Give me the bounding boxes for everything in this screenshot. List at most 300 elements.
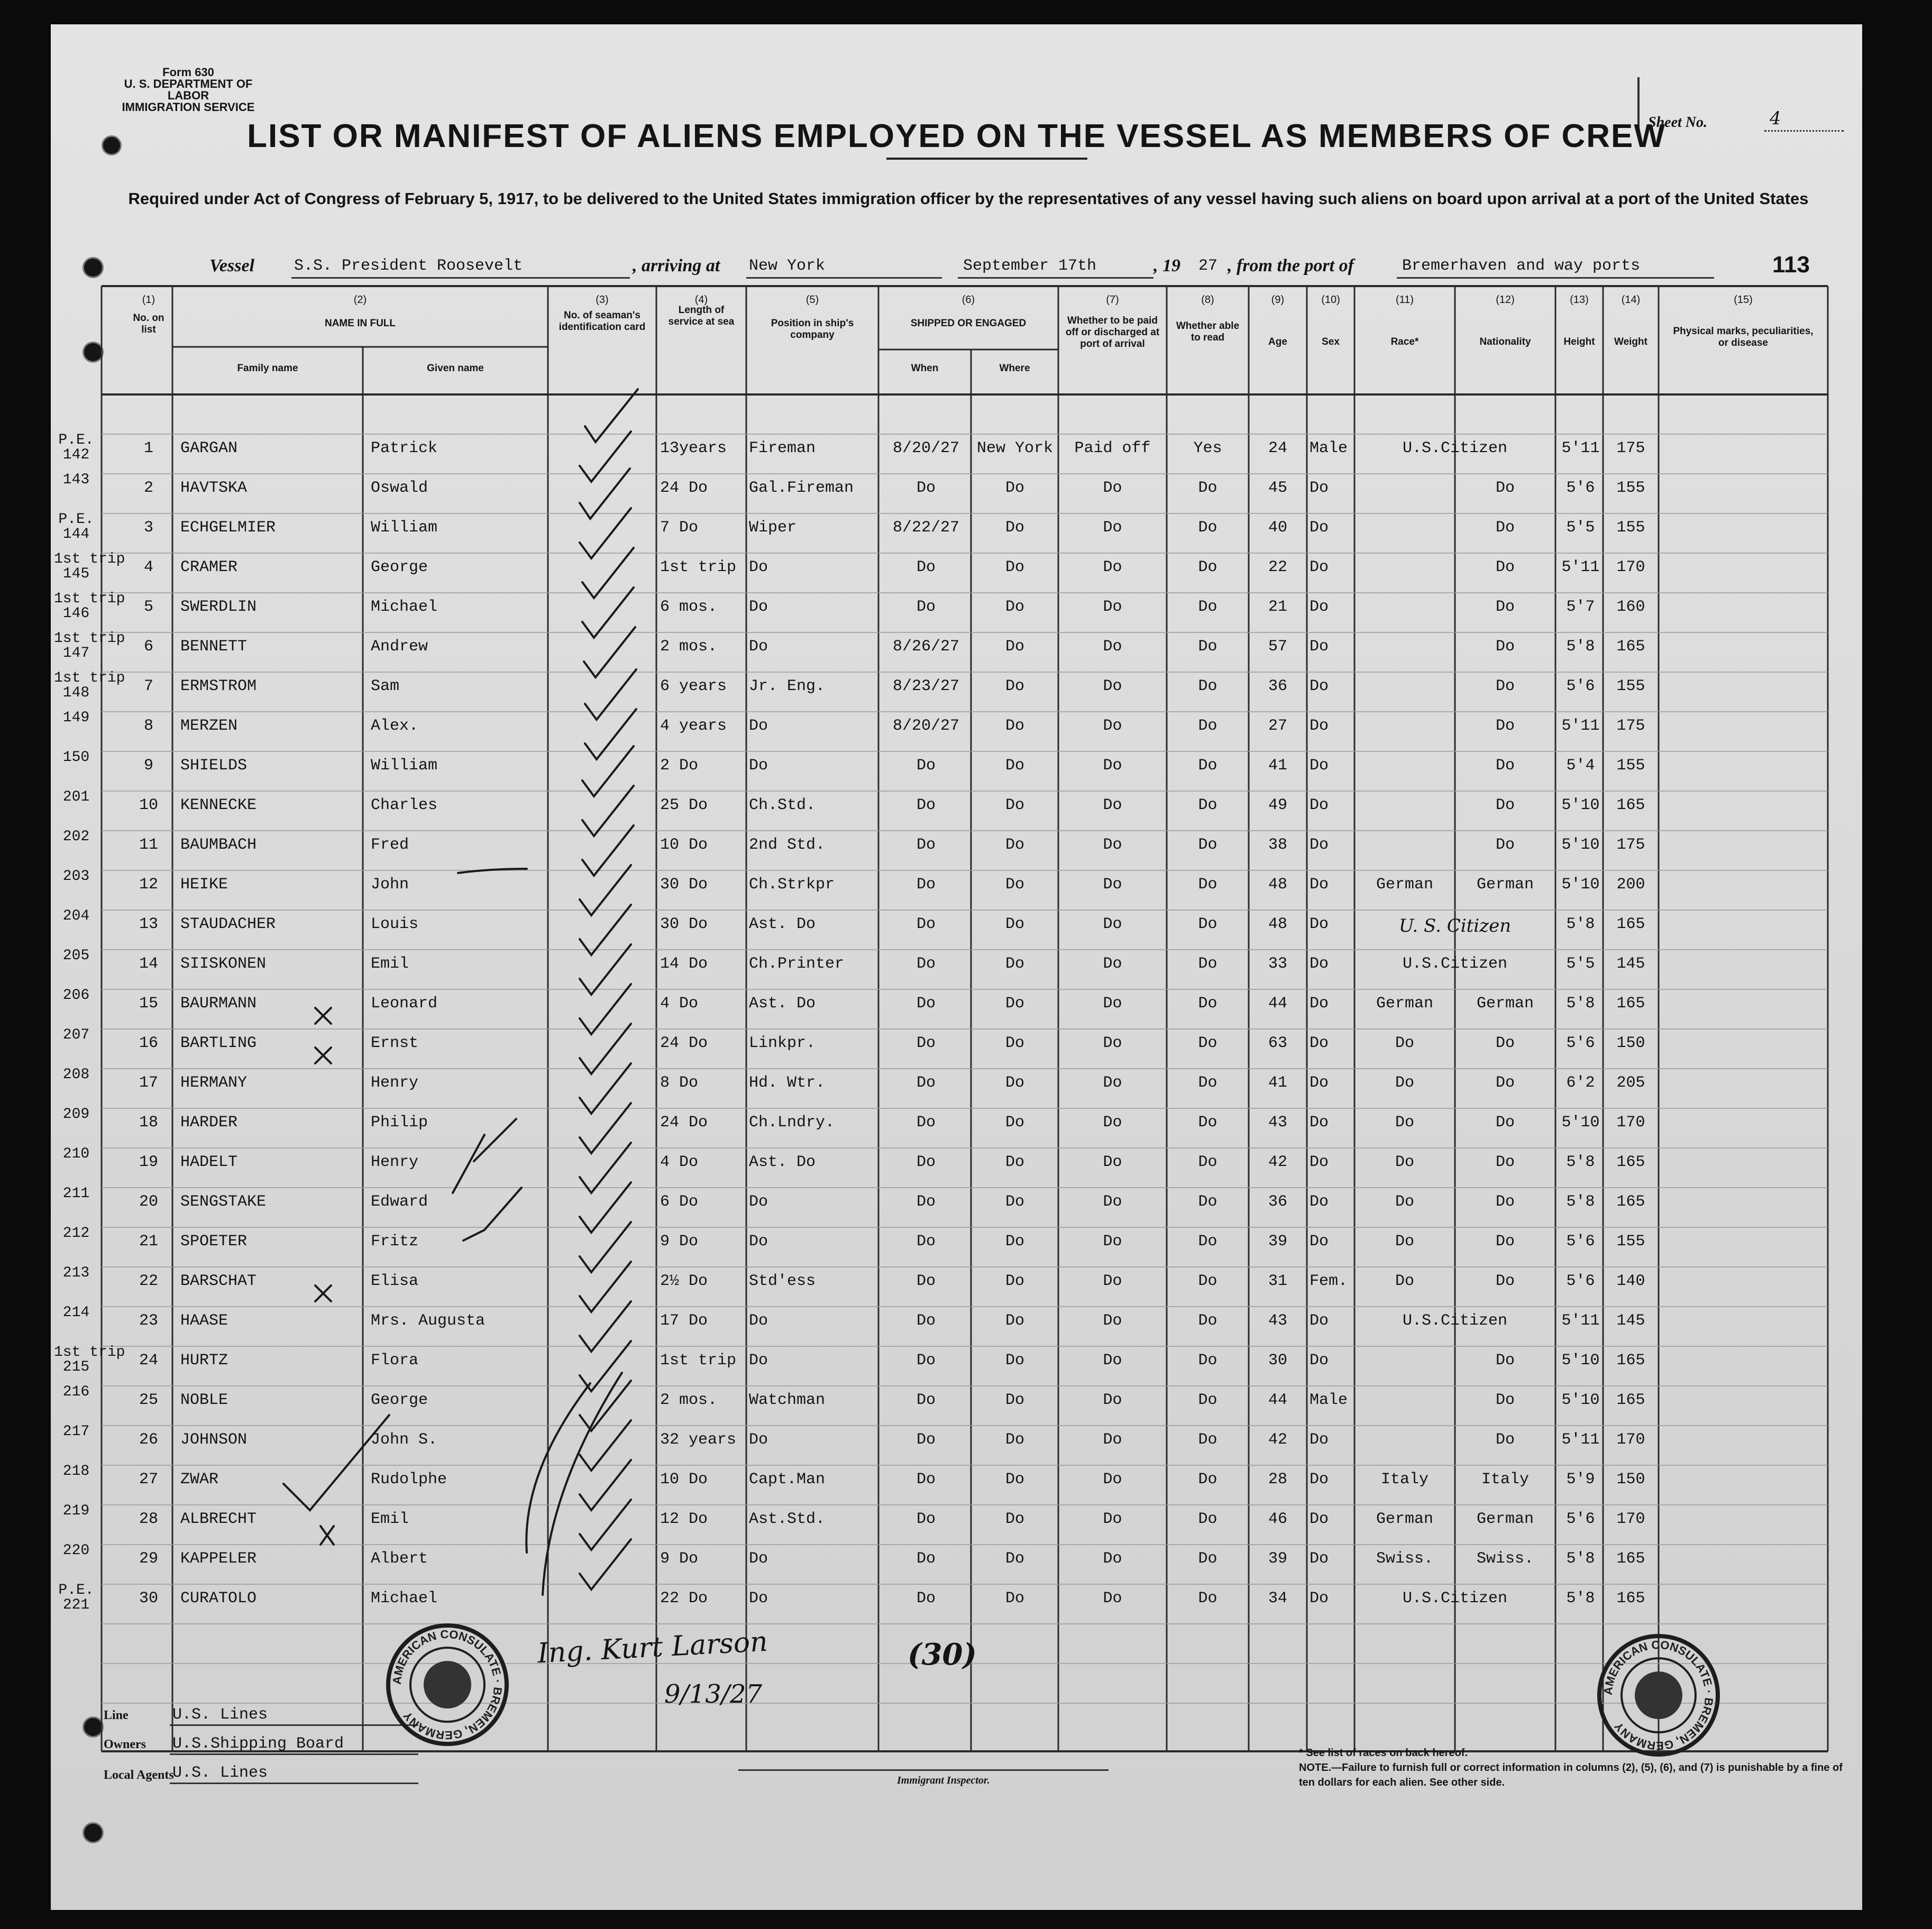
shipped-when: 8/20/27 (892, 439, 960, 457)
race: Do (1395, 1272, 1414, 1290)
length-of-service: 32 years (660, 1431, 737, 1449)
shipped-where: Do (1005, 1114, 1024, 1132)
manifest-sheet (51, 24, 1862, 1910)
length-of-service: 6 mos. (660, 598, 718, 616)
permit-number: 1st trip 145 (54, 551, 125, 582)
nationality: German (1476, 1510, 1534, 1528)
permit-number: 212 (62, 1225, 90, 1242)
sex: Do (1310, 1153, 1329, 1171)
line-label: Line (104, 1708, 129, 1722)
position: Ch.Lndry. (749, 1114, 835, 1132)
shipped-where: Do (1005, 1193, 1024, 1211)
permit-number: 219 (62, 1503, 90, 1519)
given-name: Mrs. Augusta (371, 1312, 486, 1330)
shipped-where: Do (1005, 757, 1024, 775)
height: 5'8 (1566, 915, 1595, 933)
length-of-service: 25 Do (660, 796, 708, 814)
age: 45 (1268, 479, 1287, 497)
paid-off: Do (1103, 955, 1122, 973)
length-of-service: 10 Do (660, 836, 708, 854)
column-number: (3) (596, 294, 609, 306)
permit-number: 1st trip 146 (54, 591, 125, 622)
given-name: Leonard (371, 995, 438, 1013)
position: Fireman (749, 439, 816, 457)
row-number: 16 (139, 1034, 158, 1052)
shipped-when: Do (916, 1272, 936, 1290)
paid-off: Do (1103, 479, 1122, 497)
given-name: William (371, 757, 438, 775)
column-number: (8) (1201, 294, 1214, 306)
header-family-name: Family name (237, 363, 298, 374)
family-name: STAUDACHER (180, 915, 276, 933)
position: Hd. Wtr. (749, 1074, 826, 1092)
given-name: George (371, 1391, 428, 1409)
row-number: 27 (139, 1471, 158, 1489)
row-number: 9 (143, 757, 153, 775)
age: 48 (1268, 876, 1287, 894)
age: 57 (1268, 638, 1287, 656)
length-of-service: 1st trip (660, 558, 737, 576)
weight: 155 (1616, 677, 1645, 695)
nationality: German (1476, 995, 1534, 1013)
permit-number: 149 (62, 710, 90, 726)
sex: Do (1310, 598, 1329, 616)
header-age: Age (1268, 336, 1287, 347)
position: Gal.Fireman (749, 479, 854, 497)
able-to-read: Do (1198, 1471, 1217, 1489)
owners-value: U.S.Shipping Board (172, 1735, 344, 1753)
given-name: Edward (371, 1193, 428, 1211)
position: Do (749, 1233, 768, 1251)
nationality: Do (1495, 1153, 1515, 1171)
punch-hole (83, 1822, 104, 1843)
paid-off: Do (1103, 757, 1122, 775)
paid-off: Do (1103, 638, 1122, 656)
penalty-note: NOTE.—Failure to furnish full or correct information in columns (2), (5), (6), and (7) is punishable by a fine of ten dollars for each alien. See other side. (1299, 1762, 1843, 1788)
weight: 165 (1616, 1590, 1645, 1608)
permit-number: 208 (62, 1067, 90, 1083)
shipped-where: Do (1005, 638, 1024, 656)
paid-off: Do (1103, 1431, 1122, 1449)
able-to-read: Do (1198, 1153, 1217, 1171)
family-name: CRAMER (180, 558, 238, 576)
permit-number: 204 (62, 908, 90, 924)
paid-off: Do (1103, 1550, 1122, 1568)
able-to-read: Do (1198, 876, 1217, 894)
shipped-when: Do (916, 1550, 936, 1568)
nationality: Do (1495, 1391, 1515, 1409)
given-name: Henry (371, 1153, 419, 1171)
position: Do (749, 1312, 768, 1330)
height: 5'10 (1561, 1352, 1600, 1370)
position: Capt.Man (749, 1471, 826, 1489)
permit-number: 216 (62, 1384, 90, 1400)
row-number: 3 (143, 519, 153, 537)
paid-off: Do (1103, 1590, 1122, 1608)
shipped-when: Do (916, 1510, 936, 1528)
family-name: HAVTSKA (180, 479, 248, 497)
permit-number: P.E. 221 (58, 1582, 94, 1613)
shipped-where: Do (1005, 1471, 1024, 1489)
arriving-label: , arriving at (633, 256, 720, 275)
nationality: Do (1495, 1431, 1515, 1449)
weight: 150 (1616, 1471, 1645, 1489)
shipped-when: Do (916, 1312, 936, 1330)
header-id-card: No. of seaman's identification card (558, 310, 646, 333)
weight: 155 (1616, 519, 1645, 537)
age: 44 (1268, 1391, 1287, 1409)
position: Do (749, 598, 768, 616)
race: German (1376, 876, 1434, 894)
length-of-service: 14 Do (660, 955, 708, 973)
permit-number: 1st trip 215 (54, 1344, 125, 1375)
family-name: BARTLING (180, 1034, 257, 1052)
department-name: U. S. DEPARTMENT OF LABOR (124, 77, 253, 102)
paid-off: Do (1103, 995, 1122, 1013)
race: German (1376, 1510, 1434, 1528)
given-name: Emil (371, 955, 409, 973)
shipped-where: Do (1005, 1550, 1024, 1568)
position: Ast. Do (749, 915, 816, 933)
family-name: SENGSTAKE (180, 1193, 267, 1211)
weight: 165 (1616, 1193, 1645, 1211)
page-title: LIST OR MANIFEST OF ALIENS EMPLOYED ON THE VESSEL AS MEMBERS OF CREW (247, 118, 1666, 154)
position: Ch.Printer (749, 955, 845, 973)
age: 24 (1268, 439, 1287, 457)
shipped-where: Do (1005, 1510, 1024, 1528)
family-name: HARDER (180, 1114, 238, 1132)
weight: 175 (1616, 439, 1645, 457)
race: German (1376, 995, 1434, 1013)
service-name: IMMIGRATION SERVICE (122, 100, 255, 114)
position: Do (749, 1550, 768, 1568)
age: 36 (1268, 677, 1287, 695)
given-name: Flora (371, 1352, 419, 1370)
permit-number: 220 (62, 1542, 90, 1559)
nationality: Do (1495, 1114, 1515, 1132)
family-name: BAURMANN (180, 995, 257, 1013)
paid-off: Do (1103, 558, 1122, 576)
able-to-read: Do (1198, 1114, 1217, 1132)
able-to-read: Do (1198, 1034, 1217, 1052)
row-number: 4 (143, 558, 153, 576)
given-name: John S. (371, 1431, 438, 1449)
row-number: 8 (143, 717, 153, 735)
able-to-read: Do (1198, 1590, 1217, 1608)
nationality: Do (1495, 677, 1515, 695)
nationality: Do (1495, 1352, 1515, 1370)
position: Do (749, 1352, 768, 1370)
permit-number: 201 (62, 789, 90, 805)
shipped-where: Do (1005, 479, 1024, 497)
family-name: HADELT (180, 1153, 238, 1171)
able-to-read: Yes (1193, 439, 1222, 457)
age: 33 (1268, 955, 1287, 973)
given-name: William (371, 519, 438, 537)
height: 6'2 (1566, 1074, 1595, 1092)
page-subtitle: Required under Act of Congress of February 5, 1917, to be delivered to the United States immigration officer by the representatives of any vessel having such aliens on board upon arrival at a port of the United States (128, 189, 1809, 208)
header-name-in-full: NAME IN FULL (324, 318, 396, 329)
age: 42 (1268, 1431, 1287, 1449)
length-of-service: 9 Do (660, 1233, 699, 1251)
header-position: Position in ship's company (771, 318, 854, 341)
family-name: SIISKONEN (180, 955, 267, 973)
sex: Do (1310, 1510, 1329, 1528)
footnotes (1299, 1746, 1849, 1790)
header-length-service: Length of service at sea (668, 305, 735, 327)
paid-off: Do (1103, 1471, 1122, 1489)
length-of-service: 24 Do (660, 479, 708, 497)
shipped-when: Do (916, 1471, 936, 1489)
family-name: KENNECKE (180, 796, 257, 814)
length-of-service: 1st trip (660, 1352, 737, 1370)
form-identifier (109, 67, 268, 113)
able-to-read: Do (1198, 1193, 1217, 1211)
shipped-when: Do (916, 1590, 936, 1608)
weight: 150 (1616, 1034, 1645, 1052)
length-of-service: 4 Do (660, 995, 699, 1013)
row-number: 24 (139, 1352, 158, 1370)
given-name: Oswald (371, 479, 428, 497)
nationality: Do (1495, 1034, 1515, 1052)
permit-number: 209 (62, 1106, 90, 1123)
given-name: Alex. (371, 717, 419, 735)
weight: 155 (1616, 1233, 1645, 1251)
form-number: Form 630 (162, 66, 214, 79)
shipped-when: 8/22/27 (892, 519, 960, 537)
header-physical-marks: Physical marks, peculiarities, or disease (1673, 326, 1814, 348)
shipped-where: Do (1005, 1034, 1024, 1052)
position: 2nd Std. (749, 836, 826, 854)
sex: Do (1310, 479, 1329, 497)
shipped-where: Do (1005, 598, 1024, 616)
from-port-underline (1397, 277, 1714, 279)
age: 21 (1268, 598, 1287, 616)
weight: 145 (1616, 1312, 1645, 1330)
able-to-read: Do (1198, 677, 1217, 695)
given-name: Fred (371, 836, 409, 854)
height: 5'6 (1566, 677, 1595, 695)
shipped-when: 8/23/27 (892, 677, 960, 695)
header-shipped-engaged: SHIPPED OR ENGAGED (910, 318, 1027, 329)
owners-label: Owners (104, 1738, 146, 1751)
weight: 145 (1616, 955, 1645, 973)
permit-number: 203 (62, 868, 90, 885)
height: 5'6 (1566, 1510, 1595, 1528)
row-number: 29 (139, 1550, 158, 1568)
shipped-when: Do (916, 479, 936, 497)
permit-number: 150 (62, 749, 90, 766)
permit-number: 218 (62, 1463, 90, 1480)
column-number: (4) (694, 294, 708, 306)
permit-number: 217 (62, 1423, 90, 1440)
weight: 160 (1616, 598, 1645, 616)
given-name: Albert (371, 1550, 428, 1568)
paid-off: Do (1103, 1510, 1122, 1528)
able-to-read: Do (1198, 1233, 1217, 1251)
shipped-where: Do (1005, 995, 1024, 1013)
column-number: (13) (1570, 294, 1589, 306)
weight: 155 (1616, 479, 1645, 497)
inspector-label: Immigrant Inspector. (897, 1775, 990, 1786)
permit-number: 213 (62, 1265, 90, 1281)
sex: Male (1310, 1391, 1348, 1409)
row-number: 7 (143, 677, 153, 695)
sheet-number: 4 (1770, 108, 1781, 129)
paid-off: Do (1103, 876, 1122, 894)
paid-off: Do (1103, 1153, 1122, 1171)
header-paid-off: Whether to be paid off or discharged at port of arrival (1065, 315, 1160, 350)
family-name: SWERDLIN (180, 598, 257, 616)
nationality: Do (1495, 1074, 1515, 1092)
permit-number: 214 (62, 1305, 90, 1321)
owners-underline (170, 1753, 418, 1755)
paid-off: Do (1103, 1312, 1122, 1330)
age: 36 (1268, 1193, 1287, 1211)
sex: Do (1310, 1590, 1329, 1608)
height: 5'8 (1566, 1153, 1595, 1171)
permit-number: P.E. 144 (58, 511, 94, 543)
nationality: Italy (1481, 1471, 1529, 1489)
sex: Do (1310, 1352, 1329, 1370)
row-number: 18 (139, 1114, 158, 1132)
weight: 140 (1616, 1272, 1645, 1290)
arrival-year: 27 (1198, 257, 1218, 275)
header-able-read: Whether able to read (1176, 320, 1240, 343)
weight: 165 (1616, 995, 1645, 1013)
length-of-service: 17 Do (660, 1312, 708, 1330)
family-name: HAASE (180, 1312, 228, 1330)
port-underline (746, 277, 942, 279)
agents-label: Local Agents (104, 1768, 174, 1782)
able-to-read: Do (1198, 558, 1217, 576)
consulate-stamp (1595, 1632, 1722, 1759)
position: Do (749, 558, 768, 576)
row-number: 20 (139, 1193, 158, 1211)
able-to-read: Do (1198, 717, 1217, 735)
nationality: Do (1495, 598, 1515, 616)
height: 5'8 (1566, 1193, 1595, 1211)
row-number: 14 (139, 955, 158, 973)
nationality: Do (1495, 638, 1515, 656)
race-footnote: * See list of races on back hereof. (1299, 1747, 1468, 1759)
length-of-service: 30 Do (660, 915, 708, 933)
position: Do (749, 717, 768, 735)
age: 63 (1268, 1034, 1287, 1052)
weight: 175 (1616, 717, 1645, 735)
sex: Do (1310, 915, 1329, 933)
family-name: HERMANY (180, 1074, 248, 1092)
permit-number: 211 (62, 1186, 90, 1202)
shipped-where: Do (1005, 1312, 1024, 1330)
paid-off: Do (1103, 598, 1122, 616)
able-to-read: Do (1198, 1510, 1217, 1528)
age: 38 (1268, 836, 1287, 854)
stamp-text: AMERICAN CONSULATE · BREMEN, GERMANY (390, 1627, 505, 1742)
departure-port: Bremerhaven and way ports (1402, 257, 1641, 275)
paid-off: Do (1103, 915, 1122, 933)
sex: Do (1310, 995, 1329, 1013)
title-underline (886, 158, 1087, 160)
age: 39 (1268, 1550, 1287, 1568)
age: 39 (1268, 1233, 1287, 1251)
race: Do (1395, 1233, 1414, 1251)
weight: 170 (1616, 558, 1645, 576)
height: 5'10 (1561, 796, 1600, 814)
nationality: Do (1495, 519, 1515, 537)
nationality: Swiss. (1476, 1550, 1534, 1568)
given-name: Emil (371, 1510, 409, 1528)
age: 43 (1268, 1312, 1287, 1330)
shipped-where: Do (1005, 519, 1024, 537)
shipped-when: Do (916, 558, 936, 576)
paid-off: Do (1103, 1074, 1122, 1092)
weight: 175 (1616, 836, 1645, 854)
row-number: 21 (139, 1233, 158, 1251)
height: 5'11 (1561, 558, 1600, 576)
punch-hole (83, 257, 104, 278)
height: 5'11 (1561, 1312, 1600, 1330)
height: 5'10 (1561, 836, 1600, 854)
weight: 165 (1616, 796, 1645, 814)
shipped-when: Do (916, 876, 936, 894)
sex: Do (1310, 1074, 1329, 1092)
row-number: 26 (139, 1431, 158, 1449)
length-of-service: 30 Do (660, 876, 708, 894)
permit-number: 143 (62, 472, 90, 488)
length-of-service: 6 Do (660, 1193, 699, 1211)
length-of-service: 24 Do (660, 1114, 708, 1132)
permit-number: 205 (62, 948, 90, 964)
header-sex: Sex (1322, 336, 1340, 347)
column-number: (5) (805, 294, 819, 306)
paid-off: Do (1103, 717, 1122, 735)
race: Do (1395, 1034, 1414, 1052)
vessel-name: S.S. President Roosevelt (294, 257, 523, 275)
permit-number: 1st trip 148 (54, 670, 125, 701)
able-to-read: Do (1198, 1431, 1217, 1449)
length-of-service: 8 Do (660, 1074, 699, 1092)
given-name: Fritz (371, 1233, 419, 1251)
age: 46 (1268, 1510, 1287, 1528)
paid-off: Do (1103, 1391, 1122, 1409)
row-number: 22 (139, 1272, 158, 1290)
shipped-when: Do (916, 757, 936, 775)
permit-number: 207 (62, 1027, 90, 1043)
shipped-where: Do (1005, 876, 1024, 894)
given-name: Rudolphe (371, 1471, 447, 1489)
height: 5'8 (1566, 1590, 1595, 1608)
sex: Do (1310, 1114, 1329, 1132)
given-name: Patrick (371, 439, 438, 457)
length-of-service: 4 Do (660, 1153, 699, 1171)
race: Swiss. (1376, 1550, 1434, 1568)
sex: Do (1310, 519, 1329, 537)
signature-date: 9/13/27 (664, 1679, 763, 1709)
shipped-where: Do (1005, 1153, 1024, 1171)
weight: 205 (1616, 1074, 1645, 1092)
race: Do (1395, 1153, 1414, 1171)
height: 5'11 (1561, 1431, 1600, 1449)
date-underline (958, 277, 1153, 279)
shipped-when: 8/20/27 (892, 717, 960, 735)
shipped-when: Do (916, 915, 936, 933)
paid-off: Do (1103, 1352, 1122, 1370)
race: U.S.Citizen (1402, 439, 1508, 457)
position: Do (749, 1431, 768, 1449)
header-race: Race* (1390, 336, 1419, 347)
shipped-where: Do (1005, 836, 1024, 854)
